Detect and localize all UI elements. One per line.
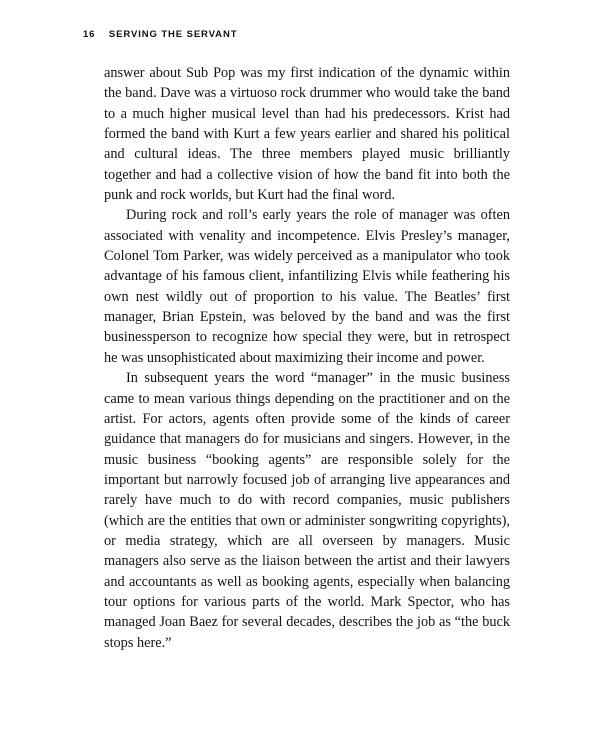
- body-text: [104, 63, 510, 653]
- paragraph: During rock and roll’s early years the role of manager was often associated with venality and incompetence. Elvis Presley’s manager, Colonel Tom Parker, was widely perceived as a manipulator who took advantage of his famous client, infantilizing Elvis while feathering his own nest wildly out of proportion to his value. The Beatles’ first manager, Brian Epstein, was beloved by the band and was the first businessperson to recognize how special they were, but in retrospect he was unsophisticated about maximizing their income and power.: [104, 207, 510, 366]
- running-head-title: SERVING THE SERVANT: [108, 29, 238, 40]
- paragraph: In subsequent years the word “manager” in the music business came to mean various things depending on the practitioner and on the artist. For actors, agents often provide some of the kinds of career guidance that managers do for musicians and singers. However, in the music business “booking agents” are responsible solely for the important but narrowly focused job of arranging live appearances and rarely have much to do with record companies, music publishers (which are the entities that own or administer songwriting copyrights), or media strategy, which are all overseen by managers. Music managers also serve as the liaison between the artist and their lawyers and accountants as well as booking agents, especially when balancing tour options for various parts of the world. Mark Spector, who has managed Joan Baez for several decades, describes the job as “the buck stops here.”: [104, 370, 510, 651]
- running-head: [83, 29, 237, 40]
- page-number: 16: [83, 29, 96, 40]
- paragraph: answer about Sub Pop was my first indication of the dynamic within the band. Dave was a virtuoso rock drummer who would take the band to a much higher musical level than had his predecessors. Krist had formed the band with Kurt a few years earlier and shared his political and cultural ideas. The three members played music brilliantly together and had a collective vision of how the band fit into both the punk and rock worlds, but Kurt had the final word.: [104, 65, 510, 204]
